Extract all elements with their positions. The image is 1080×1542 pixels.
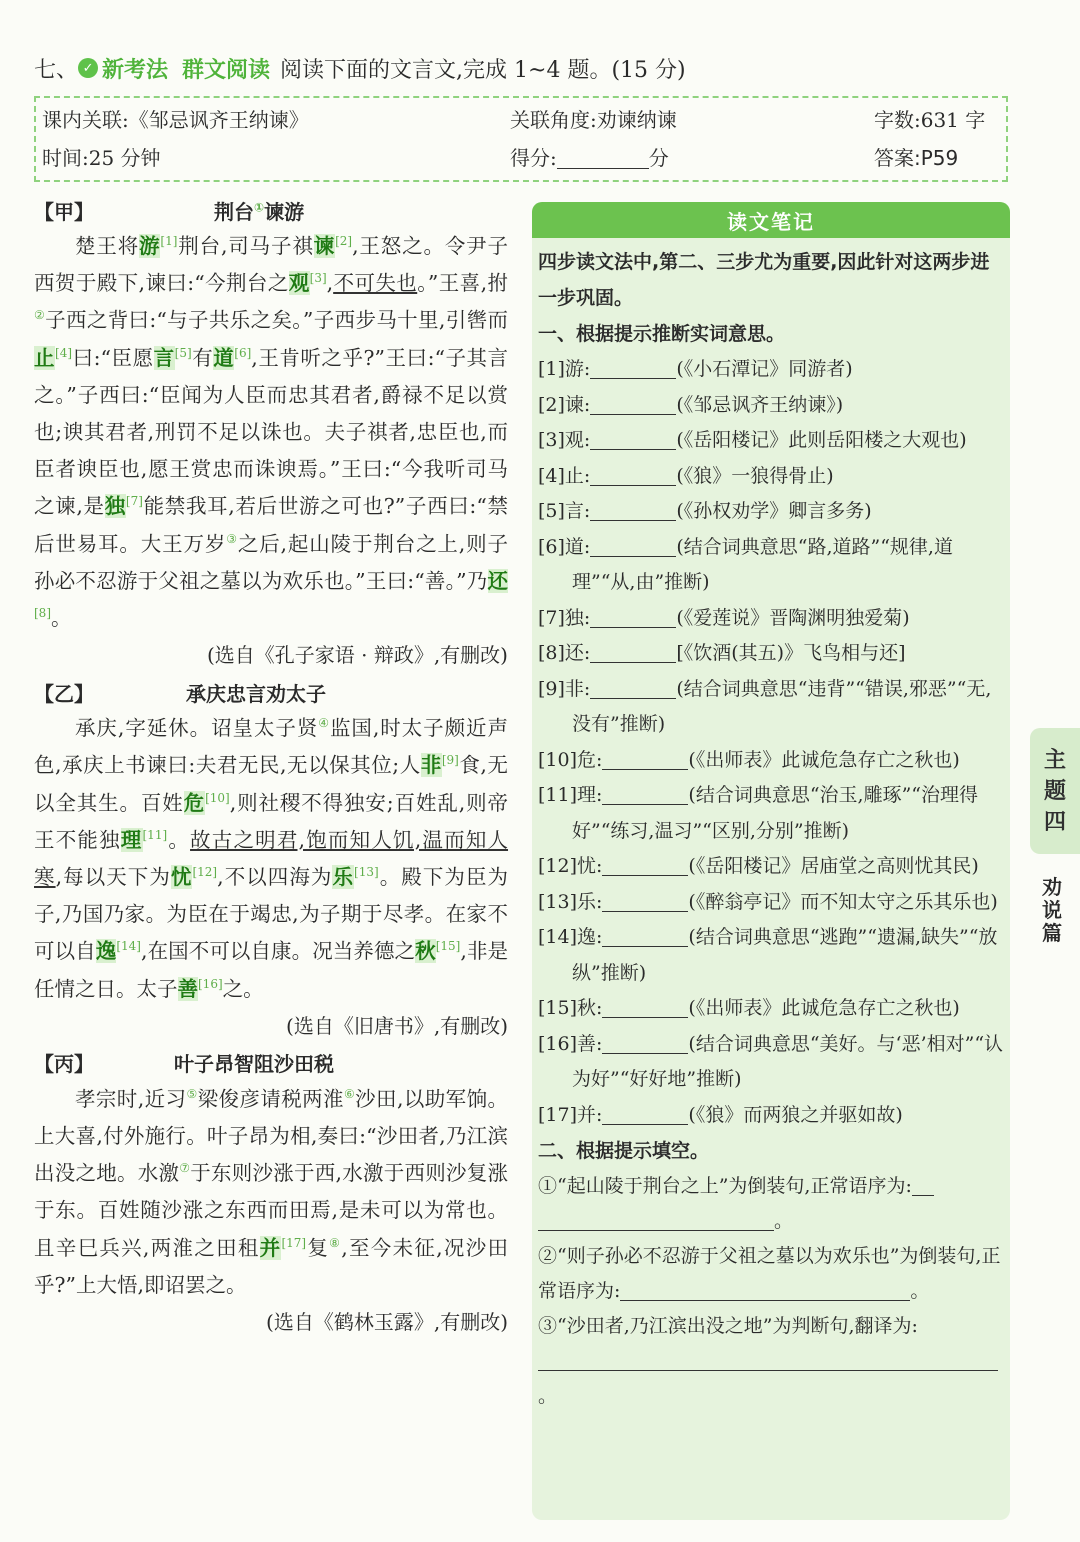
theme-char: 四 <box>1043 809 1066 835</box>
section-one-heading: 一、根据提示推断实词意思。 <box>538 323 786 345</box>
answer-blank[interactable] <box>590 532 676 557</box>
word-meaning-item: [10]危: (《出师表》此诚危急存亡之秋也) <box>538 743 1006 779</box>
theme-char: 主 <box>1043 747 1066 773</box>
answer-blank[interactable] <box>590 354 676 379</box>
question-number: 七、 <box>34 57 79 83</box>
answer-blank[interactable] <box>590 425 676 450</box>
part-label <box>1036 876 1068 945</box>
answer-blank[interactable] <box>590 674 676 699</box>
answer-blank[interactable] <box>590 496 676 521</box>
word-meaning-item: [5]言: (《孙权劝学》卿言多务) <box>538 494 1006 530</box>
score-unit: 分 <box>648 146 669 170</box>
passage-yi-source: (选自《旧唐书》,有删改) <box>286 1013 508 1038</box>
word-meaning-item: [14]逸: (结合词典意思“逃跑”“遗漏,缺失”“放纵”推断) <box>538 920 1006 991</box>
passage-yi-text: 承庆,字延休。诏皇太子贤④监国,时太子颇近声色,承庆上书谏曰:夫君无民,无以保其位;人非[9]食,无以全其生。百姓危[10],则社稷不得独安;百姓乱,则帝王不能独理[11]。故古之明君,饱而知人饥,温而知人寒,每以天下为忧[12],不以四海为乐[13]。殿下为臣为子,乃国乃家。为臣在于竭忠,为子期于尽孝。在家不可以自逸[14],在国不可以自康。况当养德之秋[15],非是任情之日。太子善[16]之。 <box>34 716 509 1001</box>
answer-blank[interactable] <box>602 993 688 1018</box>
answer-blank[interactable] <box>590 390 676 415</box>
passage-yi-title <box>34 674 508 710</box>
answer-blank[interactable] <box>602 1100 688 1125</box>
answer-blank[interactable] <box>602 780 688 805</box>
answer-blank[interactable] <box>590 461 676 486</box>
score-blank[interactable] <box>557 144 649 169</box>
passage-bing-text: 孝宗时,近习⑤梁俊彦请税两淮⑥沙田,以助军饷。上大喜,付外施行。叶子昂为相,奏曰:“沙田者,乃江滨出没之地。水激⑦于东则沙涨于西,水激于西则沙复涨于东。百姓随沙涨之东西而田焉,是未可以为常也。且辛巳兵兴,两淮之田租并[17]复⑧,至今未征,况沙田乎?”上大悟,即诏罢之。 <box>34 1086 509 1297</box>
time-limit: 时间:25 分钟 <box>42 146 161 170</box>
passage-bing-title <box>34 1045 508 1081</box>
word-meaning-item: [17]并: (《狼》而两狼之并驱如故) <box>538 1098 1006 1134</box>
word-meaning-item: [1]游: (《小石潭记》同游者) <box>538 352 1006 388</box>
notes-title: 读文笔记 <box>532 202 1010 238</box>
word-meaning-list <box>538 352 1006 1133</box>
answer-blank[interactable] <box>912 1171 934 1196</box>
passage-name: 承庆忠言劝太子 <box>186 681 326 706</box>
word-meaning-item: [8]还: [《饮酒(其五)》飞鸟相与还] <box>538 636 1006 672</box>
part-char: 劝 <box>1042 875 1062 899</box>
answer-blank[interactable] <box>602 851 688 876</box>
passage-name: 荆台①谏游 <box>214 199 305 224</box>
passage-label: 【丙】 <box>34 1052 94 1077</box>
word-meaning-item: [16]善: (结合词典意思“美好。与‘恶’相对”“认为好”“好好地”推断) <box>538 1027 1006 1098</box>
question-instruction: 阅读下面的文言文,完成 1~4 题。(15 分) <box>280 57 686 83</box>
fill-question-2: ②“则子孙必不忍游于父祖之墓以为欢乐也”为倒装句,正常语序为: 。 <box>538 1245 1001 1302</box>
word-meaning-item: [15]秋: (《出师表》此诚危急存亡之秋也) <box>538 991 1006 1027</box>
info-box <box>34 96 1008 182</box>
theme-char: 题 <box>1043 778 1066 804</box>
passage-jia-text: 楚王将游[1]荆台,司马子祺谏[2],王怒之。令尹子西贺于殿下,谏曰:“今荆台之观[3],不可失也。”王喜,拊②子西之背曰:“与子共乐之矣。”子西步马十里,引辔而止[4]曰:“臣愿言[5]有道[6],王肯听之乎?”王曰:“子其言之。”子西曰:“臣闻为人臣而忠其君者,爵禄不足以赏也;谀其君者,刑罚不足以诛也。夫子祺者,忠臣也,而臣者谀臣也,愿王赏忠而诛谀焉。”王曰:“今我听司马之谏,是独[7]能禁我耳,若后世游之可也?”子西曰:“禁后世易耳。大王万岁③之后,起山陵于荆台之上,则子孙必不忍游于父祖之墓以为欢乐也。”王曰:“善。”乃还[8]。 <box>34 234 509 631</box>
answer-blank[interactable] <box>602 1029 688 1054</box>
word-meaning-item: [4]止: (《狼》一狼得骨止) <box>538 459 1006 495</box>
passage-jia-title <box>34 192 508 228</box>
answer-blank[interactable] <box>602 745 688 770</box>
answer-blank[interactable] <box>602 922 688 947</box>
word-meaning-item: [12]忧: (《岳阳楼记》居庙堂之高则忧其民) <box>538 849 1006 885</box>
score-label: 得分: <box>510 146 557 170</box>
score-field <box>510 142 669 171</box>
part-char: 说 <box>1042 898 1062 922</box>
related-angle: 关联角度:劝谏纳谏 <box>510 108 677 132</box>
question-header <box>34 48 1044 88</box>
group-reading-tag: 群文阅读 <box>182 57 271 83</box>
theme-tab[interactable] <box>1030 728 1080 854</box>
passage-jia-source: (选自《孔子家语 · 辩政》,有删改) <box>206 643 508 668</box>
fill-question-1: ①“起山陵于荆台之上”为倒装句,正常语序为: 。 <box>538 1169 1006 1239</box>
passage-name: 叶子昂智阻沙田税 <box>174 1052 334 1077</box>
badge-label: 新考法 <box>102 57 169 83</box>
passage-label: 【乙】 <box>34 681 94 706</box>
passage-bing-source: (选自《鹤林玉露》,有删改) <box>266 1310 508 1335</box>
answer-blank[interactable] <box>602 887 688 912</box>
passages-column <box>34 192 508 1341</box>
answer-blank[interactable] <box>538 1346 998 1371</box>
answer-blank[interactable] <box>590 603 676 628</box>
word-count: 字数:631 字 <box>874 108 986 132</box>
section-two-heading: 二、根据提示填空。 <box>538 1140 710 1162</box>
fill-question-3: ③“沙田者,乃江滨出没之地”为判断句,翻译为: 。 <box>538 1309 1006 1414</box>
word-meaning-item: [7]独: (《爱莲说》晋陶渊明独爱菊) <box>538 601 1006 637</box>
passage-label: 【甲】 <box>34 199 94 224</box>
word-meaning-item: [2]谏: (《邹忌讽齐王纳谏》) <box>538 388 1006 424</box>
answer-blank[interactable] <box>590 638 676 663</box>
word-meaning-item: [3]观: (《岳阳楼记》此则岳阳楼之大观也) <box>538 423 1006 459</box>
related-lesson: 课内关联:《邹忌讽齐王纳谏》 <box>42 108 309 132</box>
word-meaning-item: [9]非: (结合词典意思“违背”“错误,邪恶”“无,没有”推断) <box>538 672 1006 743</box>
answer-page: 答案:P59 <box>874 146 959 170</box>
word-meaning-item: [11]理: (结合词典意思“治玉,雕琢”“治理得好”“练习,温习”“区别,分别”推断) <box>538 778 1006 849</box>
part-char: 篇 <box>1042 921 1062 945</box>
check-icon: ✓ <box>78 58 98 78</box>
answer-blank[interactable] <box>620 1276 910 1301</box>
reading-notes-panel <box>532 202 1010 1520</box>
new-method-badge <box>78 53 168 84</box>
answer-blank[interactable] <box>538 1206 774 1231</box>
word-meaning-item: [6]道: (结合词典意思“路,道路”“规律,道理”“从,由”推断) <box>538 530 1006 601</box>
word-meaning-item: [13]乐: (《醉翁亭记》而不知太守之乐其乐也) <box>538 885 1006 921</box>
notes-intro: 四步读文法中,第二、三步尤为重要,因此针对这两步进一步巩固。 <box>538 251 990 309</box>
